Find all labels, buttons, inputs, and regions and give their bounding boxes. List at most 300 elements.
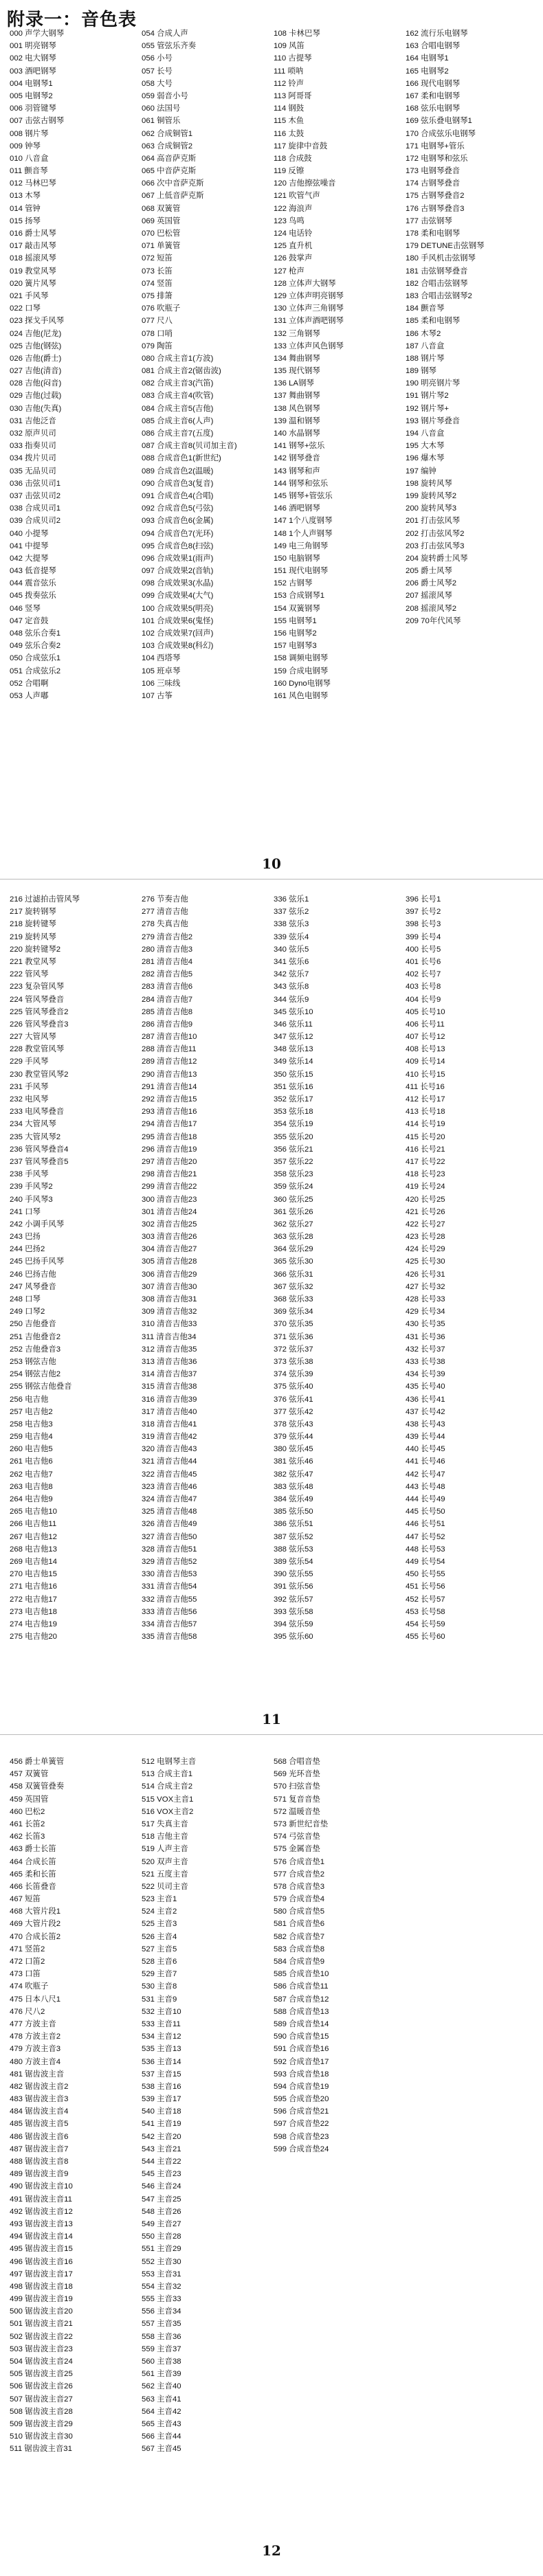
list-item: 201 打击弦风琴 — [406, 517, 461, 526]
list-item: 374 弦乐39 — [274, 1370, 313, 1379]
list-item: 517 失真主音 — [142, 1819, 188, 1828]
list-item: 219 旋转风琴 — [10, 932, 56, 941]
list-item: 143 钢琴和声 — [274, 467, 320, 475]
list-item: 216 过滤拍击管风琴 — [10, 895, 80, 904]
list-item: 548 主音26 — [142, 2207, 181, 2216]
list-item: 569 光环音垫 — [274, 1770, 320, 1779]
list-item: 206 爵士风琴2 — [406, 579, 457, 588]
list-item: 243 巴扬 — [10, 1233, 41, 1242]
list-item: 342 弦乐7 — [274, 970, 309, 979]
list-item: 378 弦乐43 — [274, 1420, 313, 1429]
list-item: 358 弦乐23 — [274, 1170, 313, 1179]
list-item: 500 锯齿波主音20 — [10, 2307, 73, 2316]
list-item: 451 长号56 — [406, 1582, 445, 1591]
list-item: 272 电吉他17 — [10, 1595, 58, 1604]
list-item: 512 电钢琴主音 — [142, 1758, 197, 1766]
list-item: 505 锯齿波主音25 — [10, 2370, 73, 2379]
list-item: 321 清音吉他44 — [142, 1457, 197, 1466]
list-item: 051 合成弦乐2 — [10, 667, 61, 675]
list-item: 196 爆木琴 — [406, 454, 445, 463]
list-item: 393 弦乐58 — [274, 1607, 313, 1616]
list-item: 331 清音吉他54 — [142, 1582, 197, 1591]
list-item: 134 舞曲钢琴 — [274, 354, 320, 363]
list-item: 276 节奏吉他 — [142, 895, 188, 904]
list-item: 526 主音4 — [142, 1932, 177, 1941]
list-item: 458 双簧管叠奏 — [10, 1782, 65, 1791]
list-item: 594 合成音垫19 — [274, 2082, 329, 2091]
list-item: 175 古钢琴叠音2 — [406, 192, 465, 201]
list-item: 301 清音吉他24 — [142, 1207, 197, 1216]
list-item: 511 锯齿波主音31 — [10, 2445, 72, 2454]
list-item: 094 合成音色7(光环) — [142, 529, 214, 538]
list-item: 030 吉他(失真) — [10, 404, 62, 413]
list-item: 593 合成音垫18 — [274, 2070, 329, 2079]
list-item: 192 钢片琴+ — [406, 404, 449, 413]
list-item: 452 长号57 — [406, 1595, 445, 1604]
list-item: 582 合成音垫7 — [274, 1932, 325, 1941]
list-item: 482 锯齿波主音2 — [10, 2082, 69, 2091]
list-item: 005 电钢琴2 — [10, 91, 53, 100]
list-item: 223 复杂管风琴 — [10, 983, 65, 992]
list-item: 132 三角钢琴 — [274, 329, 320, 338]
list-item: 562 主音40 — [142, 2382, 181, 2391]
list-item: 363 弦乐28 — [274, 1233, 313, 1242]
list-item: 163 合唱电钢琴 — [406, 42, 461, 51]
list-item: 093 合成音色6(金属) — [142, 517, 214, 526]
list-item: 413 长号18 — [406, 1108, 445, 1117]
list-item: 438 长号43 — [406, 1420, 445, 1429]
column-1 — [10, 1756, 142, 2456]
list-item: 316 清音吉他39 — [142, 1395, 197, 1404]
list-item: 444 长号49 — [406, 1495, 445, 1503]
list-item: 294 清音吉他17 — [142, 1120, 197, 1129]
list-item: 027 吉他(清音) — [10, 367, 62, 376]
list-item: 556 主音34 — [142, 2307, 181, 2316]
list-item: 333 清音吉他56 — [142, 1607, 197, 1616]
list-item: 135 现代钢琴 — [274, 367, 320, 376]
list-item: 414 长号19 — [406, 1120, 445, 1129]
list-item: 420 长号25 — [406, 1195, 445, 1204]
list-item: 047 定音鼓 — [10, 616, 49, 625]
list-item: 306 清音吉他29 — [142, 1270, 197, 1279]
list-item: 434 长号39 — [406, 1370, 445, 1379]
list-item: 490 锯齿波主音10 — [10, 2182, 73, 2191]
list-item: 251 吉他叠音2 — [10, 1332, 61, 1341]
list-item: 180 手风机击弦钢琴 — [406, 254, 476, 263]
list-item: 550 主音28 — [142, 2232, 181, 2241]
list-item: 289 清音吉他12 — [142, 1057, 197, 1066]
list-item: 070 巴松管 — [142, 229, 181, 238]
list-item: 323 清音吉他46 — [142, 1482, 197, 1491]
list-item: 470 合成长笛2 — [10, 1932, 61, 1941]
list-item: 501 锯齿波主音21 — [10, 2320, 73, 2329]
list-item: 547 主音25 — [142, 2195, 181, 2204]
list-item: 521 五度主音 — [142, 1870, 188, 1879]
list-item: 186 木琴2 — [406, 329, 441, 338]
list-item: 435 长号40 — [406, 1382, 445, 1391]
list-item: 574 弓弦音垫 — [274, 1833, 320, 1841]
list-item: 079 陶笛 — [142, 341, 173, 350]
list-item: 459 英国管 — [10, 1795, 49, 1804]
list-item: 361 弦乐26 — [274, 1207, 313, 1216]
list-item: 123 鸟鸣 — [274, 216, 304, 225]
list-item: 395 弦乐60 — [274, 1633, 313, 1642]
list-item: 283 清音吉他6 — [142, 983, 193, 992]
list-item: 253 钢弦吉他 — [10, 1357, 56, 1366]
list-item: 429 长号34 — [406, 1308, 445, 1317]
list-item: 536 主音14 — [142, 2057, 181, 2066]
list-item: 392 弦乐57 — [274, 1595, 313, 1604]
list-item: 109 风笛 — [274, 42, 304, 51]
list-item: 288 清音吉他11 — [142, 1045, 197, 1054]
list-item: 537 主音15 — [142, 2070, 181, 2079]
list-item: 317 清音吉他40 — [142, 1407, 197, 1416]
list-item: 522 贝司主音 — [142, 1882, 188, 1891]
list-item: 344 弦乐9 — [274, 995, 309, 1004]
list-item: 106 三味线 — [142, 679, 181, 688]
list-item: 041 中提琴 — [10, 541, 49, 550]
list-item: 572 温暖音垫 — [274, 1807, 320, 1816]
list-item: 065 中音萨克斯 — [142, 167, 197, 176]
list-item: 284 清音吉他7 — [142, 995, 193, 1004]
list-item: 182 合唱击弦钢琴 — [406, 279, 468, 288]
list-item: 580 合成音垫5 — [274, 1907, 325, 1916]
list-item: 099 合成效果4(大气) — [142, 592, 214, 601]
list-item: 468 大管片段1 — [10, 1907, 61, 1916]
list-item: 479 方波主音3 — [10, 2045, 61, 2054]
list-item: 528 主音6 — [142, 1958, 177, 1966]
list-item: 371 弦乐36 — [274, 1332, 313, 1341]
list-item: 018 摇滚风琴 — [10, 254, 56, 263]
list-item: 098 合成效果3(水晶) — [142, 579, 214, 588]
list-item: 559 主音37 — [142, 2344, 181, 2353]
list-item: 203 打击弦风琴3 — [406, 541, 465, 550]
list-item: 044 震音弦乐 — [10, 579, 56, 588]
list-item: 300 清音吉他23 — [142, 1195, 197, 1204]
list-item: 590 合成音垫15 — [274, 2032, 329, 2041]
list-item: 184 颤音琴 — [406, 304, 445, 313]
list-item: 247 风琴叠音 — [10, 1282, 56, 1291]
list-item: 205 爵士风琴 — [406, 567, 452, 576]
list-item: 142 钢琴叠音 — [274, 454, 320, 463]
list-item: 177 击弦钢琴 — [406, 216, 452, 225]
list-item: 023 探戈手风琴 — [10, 317, 65, 326]
list-item: 278 失真吉他 — [142, 920, 188, 929]
list-item: 599 合成音垫24 — [274, 2144, 329, 2153]
list-item: 147 1个八度钢琴 — [274, 517, 333, 526]
list-item: 546 主音24 — [142, 2182, 181, 2191]
list-item: 155 电钢琴1 — [274, 616, 317, 625]
list-item: 545 主音23 — [142, 2170, 181, 2179]
list-item: 563 主音41 — [142, 2395, 181, 2404]
list-item: 157 电钢琴3 — [274, 642, 317, 651]
list-item: 325 清音吉他48 — [142, 1508, 197, 1516]
list-item: 493 锯齿波主音13 — [10, 2219, 73, 2228]
list-item: 144 钢琴和弦乐 — [274, 479, 329, 488]
list-item: 085 合成主音6(人声) — [142, 416, 214, 425]
list-item: 097 合成效果2(音轨) — [142, 567, 214, 576]
list-item: 586 合成音垫11 — [274, 1982, 329, 1991]
list-item: 345 弦乐10 — [274, 1007, 313, 1016]
list-item: 362 弦乐27 — [274, 1220, 313, 1229]
list-item: 245 巴扬手风琴 — [10, 1257, 65, 1266]
list-item: 370 弦乐35 — [274, 1320, 313, 1329]
list-item: 103 合成效果8(科幻) — [142, 642, 214, 651]
list-item: 346 弦乐11 — [274, 1020, 313, 1029]
list-item: 461 长笛2 — [10, 1819, 45, 1828]
list-item: 415 长号20 — [406, 1132, 445, 1141]
list-item: 518 吉他主音 — [142, 1833, 188, 1841]
list-item: 566 主音44 — [142, 2432, 181, 2441]
list-item: 075 排箫 — [142, 291, 173, 300]
list-item: 164 电钢琴1 — [406, 54, 449, 63]
list-item: 469 大管片段2 — [10, 1920, 61, 1929]
list-item: 198 旋转风琴 — [406, 479, 452, 488]
list-item: 257 电吉他2 — [10, 1407, 53, 1416]
list-item: 064 高音萨克斯 — [142, 154, 197, 163]
list-item: 497 锯齿波主音17 — [10, 2270, 73, 2278]
list-item: 390 弦乐55 — [274, 1570, 313, 1579]
list-item: 336 弦乐1 — [274, 895, 309, 904]
column-2 — [142, 893, 274, 1643]
list-item: 191 钢片琴2 — [406, 392, 449, 401]
list-item: 343 弦乐8 — [274, 983, 309, 992]
list-item: 596 合成音垫21 — [274, 2107, 329, 2116]
list-item: 217 旋转钢琴 — [10, 908, 56, 917]
list-item: 092 合成音色5(弓弦) — [142, 504, 214, 513]
list-item: 268 电吉他13 — [10, 1545, 58, 1554]
list-item: 088 合成音色1(新世纪) — [142, 454, 221, 463]
list-item: 298 清音吉他21 — [142, 1170, 197, 1179]
list-item: 263 电吉他8 — [10, 1482, 53, 1491]
list-item: 297 清音吉他20 — [142, 1157, 197, 1166]
list-item: 454 长号59 — [406, 1620, 445, 1628]
list-item: 524 主音2 — [142, 1907, 177, 1916]
list-item: 367 弦乐32 — [274, 1282, 313, 1291]
list-item: 190 明亮钢片琴 — [406, 379, 461, 388]
column-3 — [274, 27, 406, 702]
list-item: 567 主音45 — [142, 2445, 181, 2454]
list-item: 405 长号10 — [406, 1007, 445, 1016]
list-item: 265 电吉他10 — [10, 1508, 58, 1516]
list-item: 024 吉他(尼龙) — [10, 329, 62, 338]
list-item: 510 锯齿波主音30 — [10, 2432, 73, 2441]
list-item: 565 主音43 — [142, 2419, 181, 2428]
list-item: 035 无品贝司 — [10, 467, 56, 475]
list-item: 473 口笛 — [10, 1970, 41, 1979]
list-item: 230 教堂管风琴2 — [10, 1070, 69, 1079]
list-item: 587 合成音垫12 — [274, 1995, 329, 2004]
list-item: 480 方波主音4 — [10, 2057, 61, 2066]
list-item: 531 主音9 — [142, 1995, 177, 2004]
list-item: 561 主音39 — [142, 2370, 181, 2379]
list-item: 475 日本八尺1 — [10, 1995, 61, 2004]
list-item: 534 主音12 — [142, 2032, 181, 2041]
list-item: 396 长号1 — [406, 895, 441, 904]
list-item: 170 合成弦乐电钢琴 — [406, 129, 476, 138]
list-item: 507 锯齿波主音27 — [10, 2395, 73, 2404]
list-item: 581 合成音垫6 — [274, 1920, 325, 1929]
list-item: 305 清音吉他28 — [142, 1257, 197, 1266]
list-item: 004 电钢琴1 — [10, 79, 53, 88]
list-item: 058 大号 — [142, 79, 173, 88]
list-item: 398 长号3 — [406, 920, 441, 929]
list-item: 539 主音17 — [142, 2095, 181, 2104]
list-item: 421 长号26 — [406, 1207, 445, 1216]
list-item: 508 锯齿波主音28 — [10, 2407, 73, 2416]
list-item: 332 清音吉他55 — [142, 1595, 197, 1604]
list-item: 275 电吉他20 — [10, 1633, 58, 1642]
list-item: 007 击弦古钢琴 — [10, 117, 65, 126]
list-item: 153 合成钢琴1 — [274, 592, 325, 601]
list-item: 409 长号14 — [406, 1057, 445, 1066]
list-item: 218 旋转键琴 — [10, 920, 56, 929]
list-item: 036 击弦贝司1 — [10, 479, 61, 488]
list-item: 107 古筝 — [142, 691, 173, 700]
list-item: 376 弦乐41 — [274, 1395, 313, 1404]
list-item: 356 弦乐21 — [274, 1145, 313, 1154]
list-item: 432 长号37 — [406, 1345, 445, 1354]
list-item: 401 长号6 — [406, 957, 441, 966]
list-item: 334 清音吉他57 — [142, 1620, 197, 1628]
list-item: 410 长号15 — [406, 1070, 445, 1079]
list-item: 052 合唱啊 — [10, 679, 49, 688]
list-item: 285 清音吉他8 — [142, 1007, 193, 1016]
list-item: 125 直升机 — [274, 242, 313, 251]
list-item: 532 主音10 — [142, 2007, 181, 2016]
list-item: 423 长号28 — [406, 1233, 445, 1242]
list-item: 062 合成铜管1 — [142, 129, 193, 138]
list-item: 246 巴扬吉他 — [10, 1270, 56, 1279]
list-item: 419 长号24 — [406, 1183, 445, 1191]
column-1 — [10, 27, 142, 702]
list-item: 389 弦乐54 — [274, 1557, 313, 1566]
list-item: 341 弦乐6 — [274, 957, 309, 966]
list-item: 270 电吉他15 — [10, 1570, 58, 1579]
list-item: 259 电吉他4 — [10, 1433, 53, 1442]
list-item: 256 电吉他 — [10, 1395, 49, 1404]
list-item: 131 立体声酒吧钢琴 — [274, 317, 344, 326]
list-item: 193 钢片琴叠音 — [406, 416, 461, 425]
list-item: 466 长笛叠音 — [10, 1882, 56, 1891]
list-item: 313 清音吉他36 — [142, 1357, 197, 1366]
list-item: 403 长号8 — [406, 983, 441, 992]
list-item: 527 主音5 — [142, 1945, 177, 1953]
list-item: 014 管钟 — [10, 204, 41, 213]
list-item: 427 长号32 — [406, 1282, 445, 1291]
list-item: 416 长号21 — [406, 1145, 445, 1154]
list-item: 108 卡林巴琴 — [274, 30, 320, 38]
list-item: 428 长号33 — [406, 1295, 445, 1303]
list-item: 422 长号27 — [406, 1220, 445, 1229]
list-item: 078 口哨 — [142, 329, 173, 338]
list-item: 406 长号11 — [406, 1020, 445, 1029]
list-item: 113 阿哥哥 — [274, 91, 312, 100]
list-item: 575 金属音垫 — [274, 1845, 320, 1854]
list-item: 515 VOX主音1 — [142, 1795, 194, 1804]
list-item: 495 锯齿波主音15 — [10, 2245, 73, 2254]
list-item: 133 立体声风色钢琴 — [274, 341, 344, 350]
table-page-11 — [10, 893, 539, 1643]
list-item: 383 弦乐48 — [274, 1482, 313, 1491]
list-item: 387 弦乐52 — [274, 1532, 313, 1541]
list-item: 453 长号58 — [406, 1607, 445, 1616]
list-item: 225 管风琴叠音2 — [10, 1007, 69, 1016]
list-item: 169 弦乐叠电钢琴1 — [406, 117, 472, 126]
list-item: 229 手风琴 — [10, 1057, 49, 1066]
list-item: 277 清音吉他 — [142, 908, 188, 917]
list-item: 167 柔和电钢琴 — [406, 91, 461, 100]
list-item: 299 清音吉他22 — [142, 1183, 197, 1191]
list-item: 204 旋转爵士风琴 — [406, 554, 468, 563]
list-item: 231 手风琴 — [10, 1082, 49, 1091]
list-item: 114 钢鼓 — [274, 104, 304, 113]
list-item: 151 现代电钢琴 — [274, 567, 329, 576]
column-group — [10, 893, 539, 1643]
list-item: 525 主音3 — [142, 1920, 177, 1929]
list-item: 261 电吉他6 — [10, 1457, 53, 1466]
list-item: 254 钢弦吉他2 — [10, 1370, 61, 1379]
list-item: 368 弦乐33 — [274, 1295, 313, 1303]
list-item: 535 主音13 — [142, 2045, 181, 2054]
list-item: 499 锯齿波主音19 — [10, 2295, 73, 2304]
list-item: 238 手风琴 — [10, 1170, 49, 1179]
list-item: 571 复音音垫 — [274, 1795, 320, 1804]
list-item: 350 弦乐15 — [274, 1070, 313, 1079]
list-item: 149 电三角钢琴 — [274, 541, 329, 550]
list-item: 000 声学大钢琴 — [10, 30, 65, 38]
list-item: 439 长号44 — [406, 1433, 445, 1442]
list-item: 455 长号60 — [406, 1633, 445, 1642]
list-item: 046 竖琴 — [10, 604, 41, 613]
list-item: 598 合成音垫23 — [274, 2132, 329, 2141]
list-item: 543 主音21 — [142, 2144, 181, 2153]
list-item: 335 清音吉他58 — [142, 1633, 197, 1642]
list-item: 578 合成音垫3 — [274, 1882, 325, 1891]
list-item: 447 长号52 — [406, 1532, 445, 1541]
list-item: 542 主音20 — [142, 2132, 181, 2141]
list-item: 011 颤音琴 — [10, 167, 48, 176]
list-item: 591 合成音垫16 — [274, 2045, 329, 2054]
list-item: 202 打击弦风琴2 — [406, 529, 465, 538]
list-item: 541 主音19 — [142, 2120, 181, 2129]
list-item: 249 口琴2 — [10, 1308, 45, 1317]
list-item: 232 电风琴 — [10, 1095, 49, 1104]
list-item: 516 VOX主音2 — [142, 1807, 194, 1816]
list-item: 083 合成主音4(吹管) — [142, 392, 214, 401]
list-item: 386 弦乐51 — [274, 1520, 313, 1529]
list-item: 489 锯齿波主音9 — [10, 2170, 69, 2179]
list-item: 220 旋转键琴2 — [10, 945, 61, 954]
list-item: 462 长笛3 — [10, 1833, 45, 1841]
column-1 — [10, 893, 142, 1643]
list-item: 340 弦乐5 — [274, 945, 309, 954]
list-item: 250 吉他叠音 — [10, 1320, 56, 1329]
list-item: 141 钢琴+弦乐 — [274, 442, 325, 451]
list-item: 474 吹瓶子 — [10, 1982, 49, 1991]
list-item: 148 1个人声钢琴 — [274, 529, 333, 538]
list-item: 026 吉他(爵士) — [10, 354, 62, 363]
list-item: 513 合成主音1 — [142, 1770, 193, 1779]
list-item: 274 电吉他19 — [10, 1620, 58, 1628]
list-item: 033 指奏贝司 — [10, 442, 56, 451]
list-item: 544 主音22 — [142, 2158, 181, 2166]
list-item: 100 合成效果5(明亮) — [142, 604, 214, 613]
list-item: 032 原声贝司 — [10, 429, 56, 438]
list-item: 494 锯齿波主音14 — [10, 2232, 73, 2241]
list-item: 084 合成主音5(吉他) — [142, 404, 214, 413]
list-item: 312 清音吉他35 — [142, 1345, 197, 1354]
